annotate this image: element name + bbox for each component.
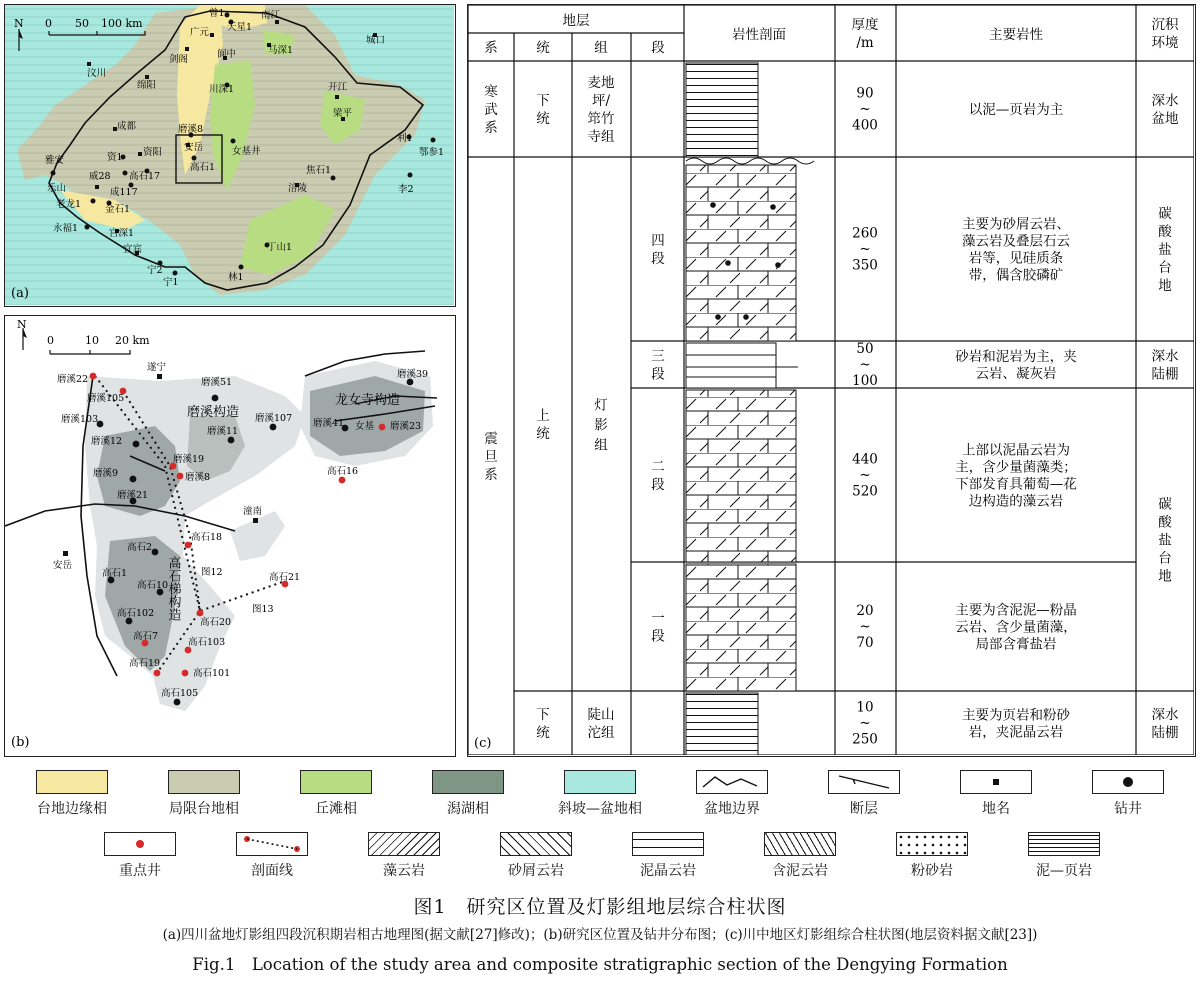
svg-text:段: 段 — [651, 40, 665, 56]
svg-text:20 km: 20 km — [115, 334, 150, 347]
place-label: 资阳 — [143, 147, 163, 158]
table-headers — [484, 12, 1043, 56]
well-label: 高石10 — [137, 580, 169, 591]
place-label: 鄂参1 — [419, 147, 445, 158]
legend-item: 潟湖相 — [398, 770, 538, 818]
lithology-description: 主要为砂屑云岩、藻云岩及叠层石云岩等，见硅质条带，偶含胶磷矿 — [962, 216, 1070, 284]
place-label: 焦石1 — [306, 165, 332, 176]
legend-item: 斜坡—盆地相 — [530, 770, 670, 818]
place-label: 乐山 — [47, 183, 67, 194]
formation-label: 灯影组 — [594, 397, 608, 454]
well-label: 磨溪103 — [61, 414, 99, 425]
place-label: 涪陵 — [288, 183, 308, 194]
svg-text:图13: 图13 — [252, 604, 274, 615]
well-label: 磨溪9 — [93, 468, 119, 479]
svg-text:系: 系 — [484, 40, 498, 56]
system-label: 寒武系 — [484, 84, 498, 137]
series-label: 下统 — [536, 93, 550, 128]
place-label: 磨溪8 — [178, 124, 204, 135]
place-label: 成117 — [110, 187, 138, 198]
place-label: 利1 — [397, 133, 413, 144]
formation-label: 麦地坪/筇竹寺组 — [587, 75, 615, 146]
paleogeography-map-a — [4, 4, 456, 307]
lithology-description: 砂岩和泥岩为主，夹云岩、凝灰岩 — [955, 348, 1077, 382]
place-label: 宁2 — [147, 265, 163, 276]
well-label: 磨溪19 — [173, 454, 205, 465]
legend-item: 泥晶云岩 — [598, 832, 738, 880]
series-label: 上统 — [536, 408, 550, 443]
figure-title-en: Fig.1 Location of the study area and composite stratigraphic section of the Dengying Formation — [192, 955, 1008, 974]
place-label: 梁平 — [333, 108, 353, 119]
place-label: 老龙1 — [56, 199, 82, 210]
well-label: 高石19 — [129, 658, 161, 669]
well-label: 高石2 — [127, 542, 153, 553]
place-label: 曾1 — [209, 8, 225, 19]
well-label: 高石18 — [191, 532, 223, 543]
panel-b-label: (b) — [11, 735, 30, 750]
environment-label: 碳酸盐台地 — [1158, 496, 1172, 585]
series-label: 下统 — [536, 707, 550, 742]
legend-item: 重点井 — [70, 832, 210, 880]
svg-text:50: 50 — [75, 17, 89, 30]
member-label: 一段 — [651, 610, 665, 645]
legend-item: 粉砂岩 — [862, 832, 1002, 880]
legend-item: 盆地边界 — [662, 770, 802, 818]
place-label: 南江 — [261, 10, 281, 21]
multiline-cells — [484, 16, 1179, 747]
formation-label: 陡山沱组 — [587, 707, 615, 742]
place-label: 城口 — [366, 35, 386, 46]
place-label: 资1 — [107, 152, 123, 163]
svg-text:0: 0 — [47, 334, 54, 347]
place-label: 剑阁 — [169, 54, 189, 65]
svg-text:组: 组 — [594, 40, 608, 56]
svg-text:安岳: 安岳 — [53, 560, 73, 571]
well-label: 高石103 — [188, 637, 226, 648]
environment-header: 沉积环境 — [1151, 17, 1179, 52]
legend-item: 剖面线 — [202, 832, 342, 880]
svg-text:地层: 地层 — [562, 13, 590, 29]
member-label: 三段 — [651, 348, 665, 383]
legend-item: 局限台地相 — [134, 770, 274, 818]
environment-label: 深水陆棚 — [1151, 348, 1179, 383]
svg-text:N: N — [14, 17, 24, 30]
place-label: 成都 — [117, 121, 137, 132]
place-label: 林1 — [228, 272, 244, 283]
place-label: 开江 — [328, 82, 348, 93]
place-label: 川深1 — [209, 84, 235, 95]
structure-label: 磨溪构造 — [187, 405, 240, 420]
well-label: 高石7 — [133, 631, 159, 642]
thickness-header: 厚度/m — [851, 17, 879, 52]
place-label: 丁山1 — [267, 242, 293, 253]
legend-item: 藻云岩 — [334, 832, 474, 880]
place-label: 女基井 — [232, 146, 261, 157]
place-label: 金石1 — [105, 204, 131, 215]
place-label: 绵阳 — [137, 80, 157, 91]
well-label: 磨溪51 — [201, 377, 233, 388]
well-label: 磨溪105 — [87, 393, 125, 404]
legend-item: 台地边缘相 — [2, 770, 142, 818]
lithology-description: 主要为含泥泥—粉晶云岩、含少量菌藻，局部含膏盐岩 — [955, 602, 1077, 653]
well-label: 磨溪21 — [117, 490, 149, 501]
well-label: 高石105 — [161, 688, 199, 699]
svg-text:0: 0 — [45, 17, 52, 30]
environment-label: 碳酸盐台地 — [1158, 206, 1172, 295]
stratigraphic-column-c — [467, 4, 1196, 757]
legend — [0, 770, 1200, 890]
svg-text:100 km: 100 km — [101, 17, 143, 30]
well-label: 高石102 — [117, 608, 155, 619]
well-label: 高石16 — [327, 466, 359, 477]
well-location-map-b — [4, 315, 456, 757]
place-label: 宁1 — [163, 277, 179, 288]
system-label: 震旦系 — [484, 431, 498, 484]
lithology-description: 上部以泥晶云岩为主，含少量菌藻类；下部发育具葡萄—花边构造的藻云岩 — [955, 442, 1077, 510]
legend-item: 地名 — [926, 770, 1066, 818]
svg-text:图12: 图12 — [201, 567, 223, 578]
place-label: 安岳 — [184, 142, 204, 153]
thickness-value: 440 ~ 520 — [852, 451, 878, 500]
svg-text:潼南: 潼南 — [243, 506, 263, 517]
legend-item: 泥—页岩 — [994, 832, 1134, 880]
svg-text:10: 10 — [85, 334, 99, 347]
well-label: 高石20 — [200, 617, 232, 628]
environment-label: 深水陆棚 — [1151, 707, 1179, 742]
well-label: 高石21 — [269, 572, 301, 583]
svg-text:遂宁: 遂宁 — [147, 362, 167, 373]
member-label: 二段 — [651, 459, 665, 494]
well-label: 磨溪8 — [185, 472, 211, 483]
well-label: 高石101 — [193, 668, 231, 679]
place-label: 李2 — [398, 184, 414, 195]
place-label: 广元 — [190, 27, 210, 38]
svg-text:主要岩性: 主要岩性 — [989, 27, 1043, 43]
place-label: 永福1 — [53, 223, 79, 234]
scale-bar — [47, 334, 150, 354]
place-label: 天星1 — [227, 22, 253, 33]
thickness-value: 10 ~ 250 — [852, 699, 878, 748]
place-label: 马深1 — [268, 45, 294, 56]
lithology-column — [686, 63, 814, 755]
svg-text:统: 统 — [536, 40, 550, 56]
svg-text:N: N — [17, 318, 27, 331]
well-label: 磨溪22 — [57, 374, 89, 385]
well-label: 磨溪11 — [207, 426, 239, 437]
well-label: 高石1 — [102, 568, 128, 579]
figure-captions — [0, 892, 1200, 982]
place-label: 雅安 — [45, 155, 65, 166]
place-label: 高石1 — [190, 162, 216, 173]
legend-item: 断层 — [794, 770, 934, 818]
place-label: 汶川 — [87, 68, 107, 79]
north-arrow-icon — [17, 318, 27, 350]
legend-item: 含泥云岩 — [730, 832, 870, 880]
lithology-description: 主要为页岩和粉砂岩，夹泥晶云岩 — [962, 707, 1070, 741]
well-label: 磨溪23 — [390, 421, 422, 432]
well-label: 磨溪41 — [313, 418, 345, 429]
legend-item: 砂屑云岩 — [466, 832, 606, 880]
legend-item: 钻井 — [1058, 770, 1198, 818]
place-label: 高石17 — [129, 171, 161, 182]
panel-a-label: (a) — [11, 286, 29, 301]
place-label: 威28 — [89, 171, 111, 182]
place-label: 阆中 — [217, 49, 237, 60]
legend-item: 丘滩相 — [266, 770, 406, 818]
lithology-description: 以泥—页岩为主 — [968, 101, 1064, 118]
well-label: 女基 — [355, 421, 375, 432]
member-label: 四段 — [651, 233, 665, 268]
thickness-value: 20 ~ 70 — [856, 602, 874, 651]
structure-label: 龙女寺构造 — [335, 393, 401, 408]
svg-text:岩性剖面: 岩性剖面 — [732, 27, 786, 43]
thickness-value: 90 ~ 400 — [852, 85, 878, 134]
svg-text:高石梯构造: 高石梯构造 — [165, 556, 181, 621]
place-label: 宜宾 — [123, 244, 143, 255]
well-label: 磨溪107 — [255, 413, 293, 424]
thickness-value: 50 ~ 100 — [852, 340, 878, 389]
well-label: 磨溪12 — [91, 436, 123, 447]
panel-c-label: (c) — [474, 736, 492, 751]
well-label: 磨溪39 — [397, 369, 429, 380]
thickness-value: 260 ~ 350 — [852, 225, 878, 274]
place-label: 宫深1 — [109, 228, 135, 239]
figure-title-cn: 图1 研究区位置及灯影组地层综合柱状图 — [413, 896, 787, 918]
environment-label: 深水盆地 — [1151, 93, 1179, 128]
figure-subtitle-cn: (a)四川盆地灯影组四段沉积期岩相古地理图(据文献[27]修改)；(b)研究区位置及钻井分布图；(c)川中地区灯影组综合柱状图(地层资料据文献[23]) — [162, 927, 1038, 943]
